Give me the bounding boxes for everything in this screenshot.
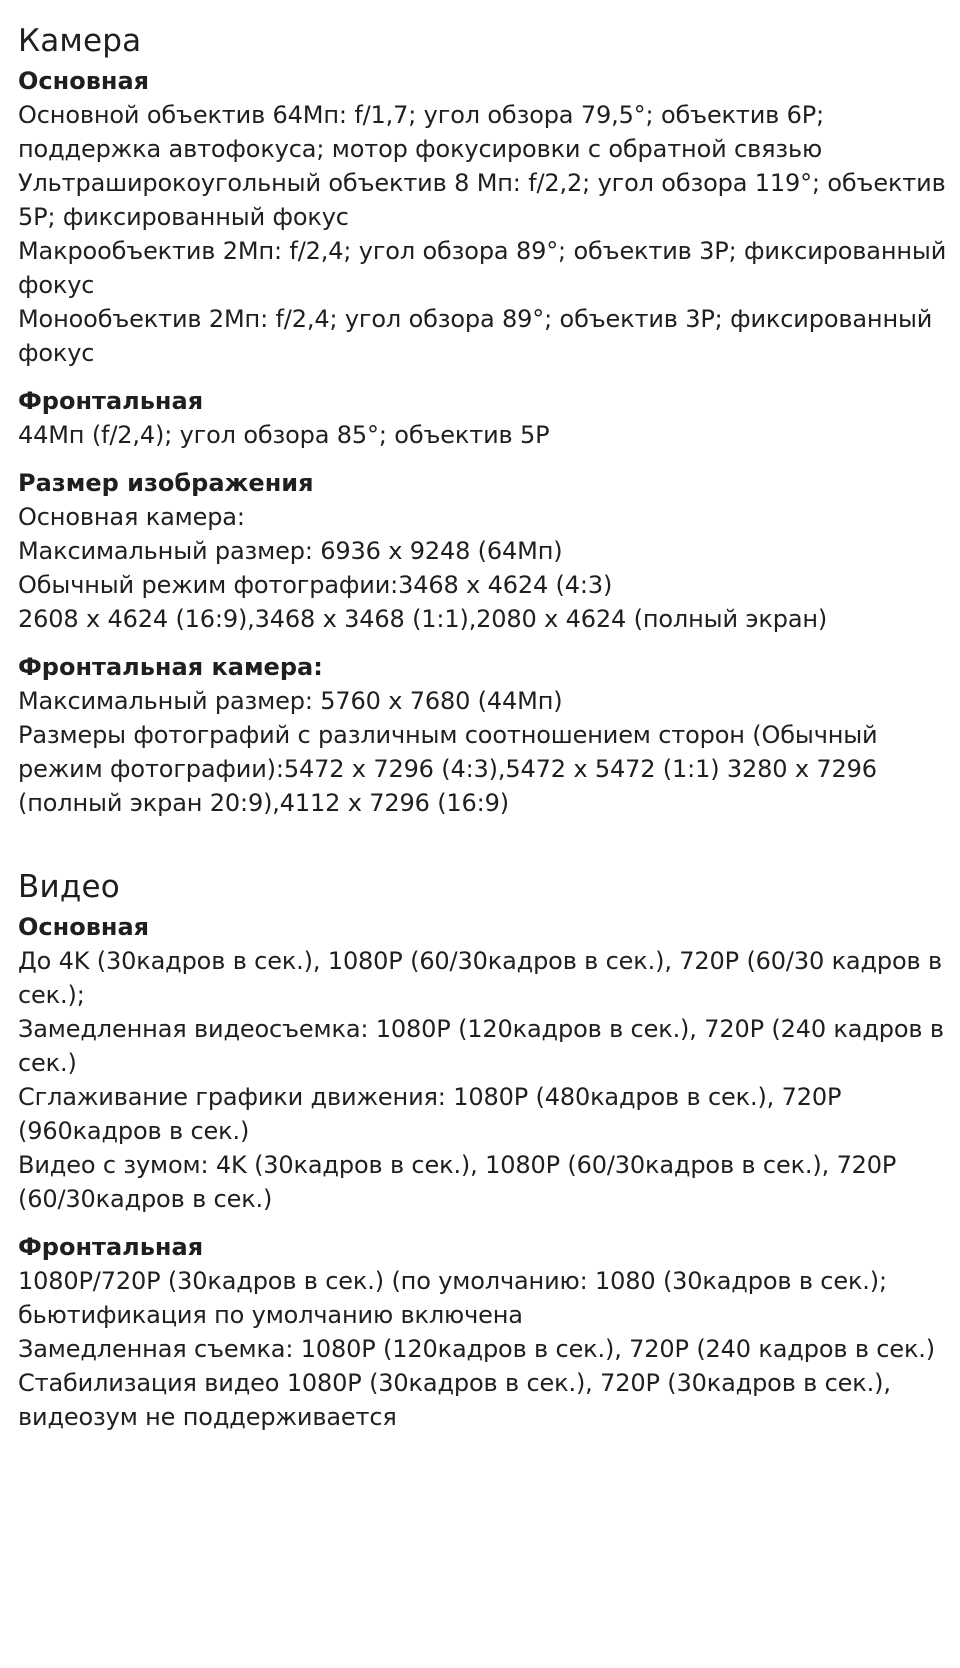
video-section-title: Видео [18,869,120,905]
camera-main-group [18,64,948,370]
spec-line: 1080P/720P (30кадров в сек.) (по умолчанию: 1080 (30кадров в сек.); бьютификация по умолчанию включена [18,1267,887,1329]
camera-section-title: Камера [18,23,142,59]
spec-line: Сглаживание графики движения: 1080P (480кадров в сек.), 720P (960кадров в сек.) [18,1083,842,1145]
camera-section [18,18,948,820]
spec-line: Максимальный размер: 6936 x 9248 (64Мп) [18,537,563,565]
spec-line: 44Мп (f/2,4); угол обзора 85°; объектив 5P [18,421,550,449]
group-heading: Размер изображения [18,469,314,497]
group-heading: Основная [18,67,150,95]
spec-line: Замедленная видеосъемка: 1080P (120кадров в сек.), 720P (240 кадров в сек.) [18,1015,944,1077]
front-camera-size-group [18,650,948,820]
spec-line: Размеры фотографий с различным соотношением сторон (Обычный режим фотографии):5472 x 7296 (4:3),5472 x 5472 (1:1) 3280 x 7296 (полный экран 20:9),4112 x 7296 (16:9) [18,721,878,817]
spec-line: 2608 x 4624 (16:9),3468 x 3468 (1:1),2080 x 4624 (полный экран) [18,605,828,633]
spec-line: Основной объектив 64Мп: f/1,7; угол обзора 79,5°; объектив 6P; поддержка автофокуса; мотор фокусировки с обратной связью [18,101,825,163]
spec-page [18,18,948,1434]
spec-line: Обычный режим фотографии:3468 x 4624 (4:3) [18,571,613,599]
video-front-group [18,1230,948,1434]
video-section [18,864,948,1434]
spec-line: Максимальный размер: 5760 x 7680 (44Мп) [18,687,563,715]
image-size-group [18,466,948,636]
spec-line: Замедленная съемка: 1080P (120кадров в сек.), 720P (240 кадров в сек.) [18,1335,936,1363]
spec-line: Ультраширокоугольный объектив 8 Мп: f/2,2; угол обзора 119°; объектив 5P; фиксированный фокус [18,169,946,231]
group-heading: Фронтальная [18,1233,204,1261]
group-heading: Фронтальная камера: [18,653,323,681]
camera-front-group [18,384,948,452]
spec-line: Макрообъектив 2Мп: f/2,4; угол обзора 89°; объектив 3P; фиксированный фокус [18,237,947,299]
spec-line: Стабилизация видео 1080P (30кадров в сек.), 720P (30кадров в сек.), видеозум не поддерживается [18,1369,891,1431]
group-heading: Фронтальная [18,387,204,415]
group-heading: Основная [18,913,150,941]
video-main-group [18,910,948,1216]
spec-line: Видео с зумом: 4K (30кадров в сек.), 1080P (60/30кадров в сек.), 720P (60/30кадров в сек.) [18,1151,897,1213]
spec-line: Основная камера: [18,503,245,531]
spec-line: До 4K (30кадров в сек.), 1080P (60/30кадров в сек.), 720P (60/30 кадров в сек.); [18,947,942,1009]
spec-line: Монообъектив 2Мп: f/2,4; угол обзора 89°; объектив 3P; фиксированный фокус [18,305,933,367]
